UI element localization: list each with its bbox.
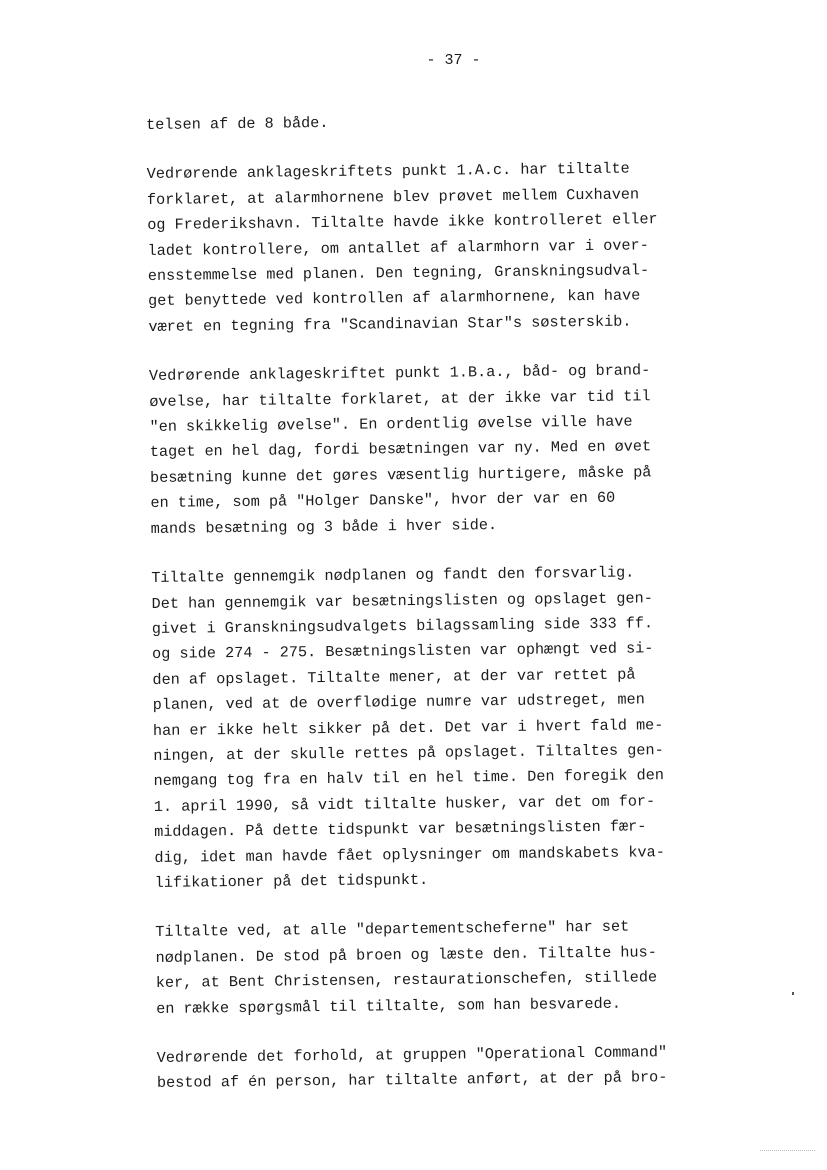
text-line: givet i Granskningsudvalgets bilagssamling side 333 ff. bbox=[151, 614, 654, 638]
text-line: Vedrørende anklageskriftet punkt 1.B.a., båd- og brand- bbox=[148, 361, 651, 386]
text-line: besætning kunne det gøres væsentlig hurtigere, måske på bbox=[150, 463, 652, 487]
text-line: taget en hel dag, fordi besætningen var ny. Med en øvet bbox=[149, 437, 652, 462]
text-line: Det han gennemgik var besætningslisten og opslaget gen- bbox=[151, 588, 653, 613]
text-line: nemgang tog fra en halv til en hel time. Den foregik den bbox=[153, 766, 665, 791]
text-line: øvelse, har tiltalte forklaret, at der ikke var tid til bbox=[149, 386, 651, 411]
text-line: bestod af én person, har tiltalte anført, at der på bro- bbox=[156, 1068, 668, 1093]
text-line: den af opslaget. Tiltalte mener, at der var rettet på bbox=[152, 665, 636, 689]
text-line: Vedrørende det forhold, at gruppen "Operational Command" bbox=[156, 1043, 668, 1067]
text-line: Tiltalte gennemgik nødplanen og fandt den forsvarlig. bbox=[151, 563, 635, 588]
paragraph-2 bbox=[147, 156, 749, 341]
text-line: lifikationer på det tidspunkt. bbox=[154, 870, 429, 892]
paragraph-3 bbox=[149, 357, 751, 542]
text-line: ensstemmelse med planen. Den tegning, Granskningsudval- bbox=[147, 261, 650, 286]
text-line: nødplanen. De stod på broen og læste den. Tiltalte hus- bbox=[155, 943, 657, 967]
paragraph-6 bbox=[157, 1039, 758, 1097]
text-line: og Frederikshavn. Tiltalte havde ikke kontrolleret eller bbox=[147, 210, 658, 235]
paragraph-1 bbox=[146, 106, 746, 138]
text-line: telsen af de 8 både. bbox=[146, 113, 329, 134]
text-line: en række spørgsmål til tiltalte, som han besvarede. bbox=[156, 994, 622, 1018]
text-line: Tiltalte ved, at alle "departementscheferne" har set bbox=[155, 917, 630, 942]
text-line: været en tegning fra "Scandinavian Star"s søsterskib. bbox=[148, 312, 632, 336]
text-line: ningen, at der skulle rettes på opslaget. Tiltaltes gen- bbox=[153, 741, 664, 765]
text-line: og side 274 - 275. Besætningslisten var ophængt ved si- bbox=[152, 639, 654, 664]
text-line: "en skikkelig øvelse". En ordentlig øvelse ville have bbox=[149, 412, 633, 437]
paragraph-4 bbox=[151, 559, 755, 896]
text-line: Vedrørende anklageskriftets punkt 1.A.c. har tiltalte bbox=[146, 159, 630, 184]
text-line: dig, idet man havde fået oplysninger om mandskabets kva- bbox=[154, 842, 665, 867]
document-body bbox=[146, 106, 757, 1121]
text-line: middagen. På dette tidspunkt var besætningslisten fær- bbox=[154, 817, 647, 842]
text-line: planen, ved at de overflødige numre var udstreget, men bbox=[152, 690, 645, 715]
page-number: - 37 - bbox=[426, 52, 481, 69]
text-line: en time, som på "Holger Danske", hvor der var en 60 bbox=[150, 488, 616, 513]
text-line: mands besætning og 3 både i hver side. bbox=[150, 515, 498, 538]
text-line: ker, at Bent Christensen, restaurationschefen, stillede bbox=[155, 968, 658, 993]
text-line: forklaret, at alarmhornene blev prøvet mellem Cuxhaven bbox=[146, 185, 640, 209]
paragraph-5 bbox=[155, 914, 756, 1022]
text-line: 1. april 1990, så vidt tiltalte husker, var det om for- bbox=[153, 792, 656, 816]
text-line: get benyttede ved kontrollen af alarmhornene, kan have bbox=[148, 286, 641, 311]
scan-artifact-dots bbox=[760, 1150, 815, 1152]
scan-speck bbox=[792, 992, 794, 995]
text-line: ladet kontrollere, om antallet af alarmhorn var i over- bbox=[147, 235, 649, 260]
text-line: han er ikke helt sikker på det. Det var i hvert fald me- bbox=[152, 715, 664, 740]
